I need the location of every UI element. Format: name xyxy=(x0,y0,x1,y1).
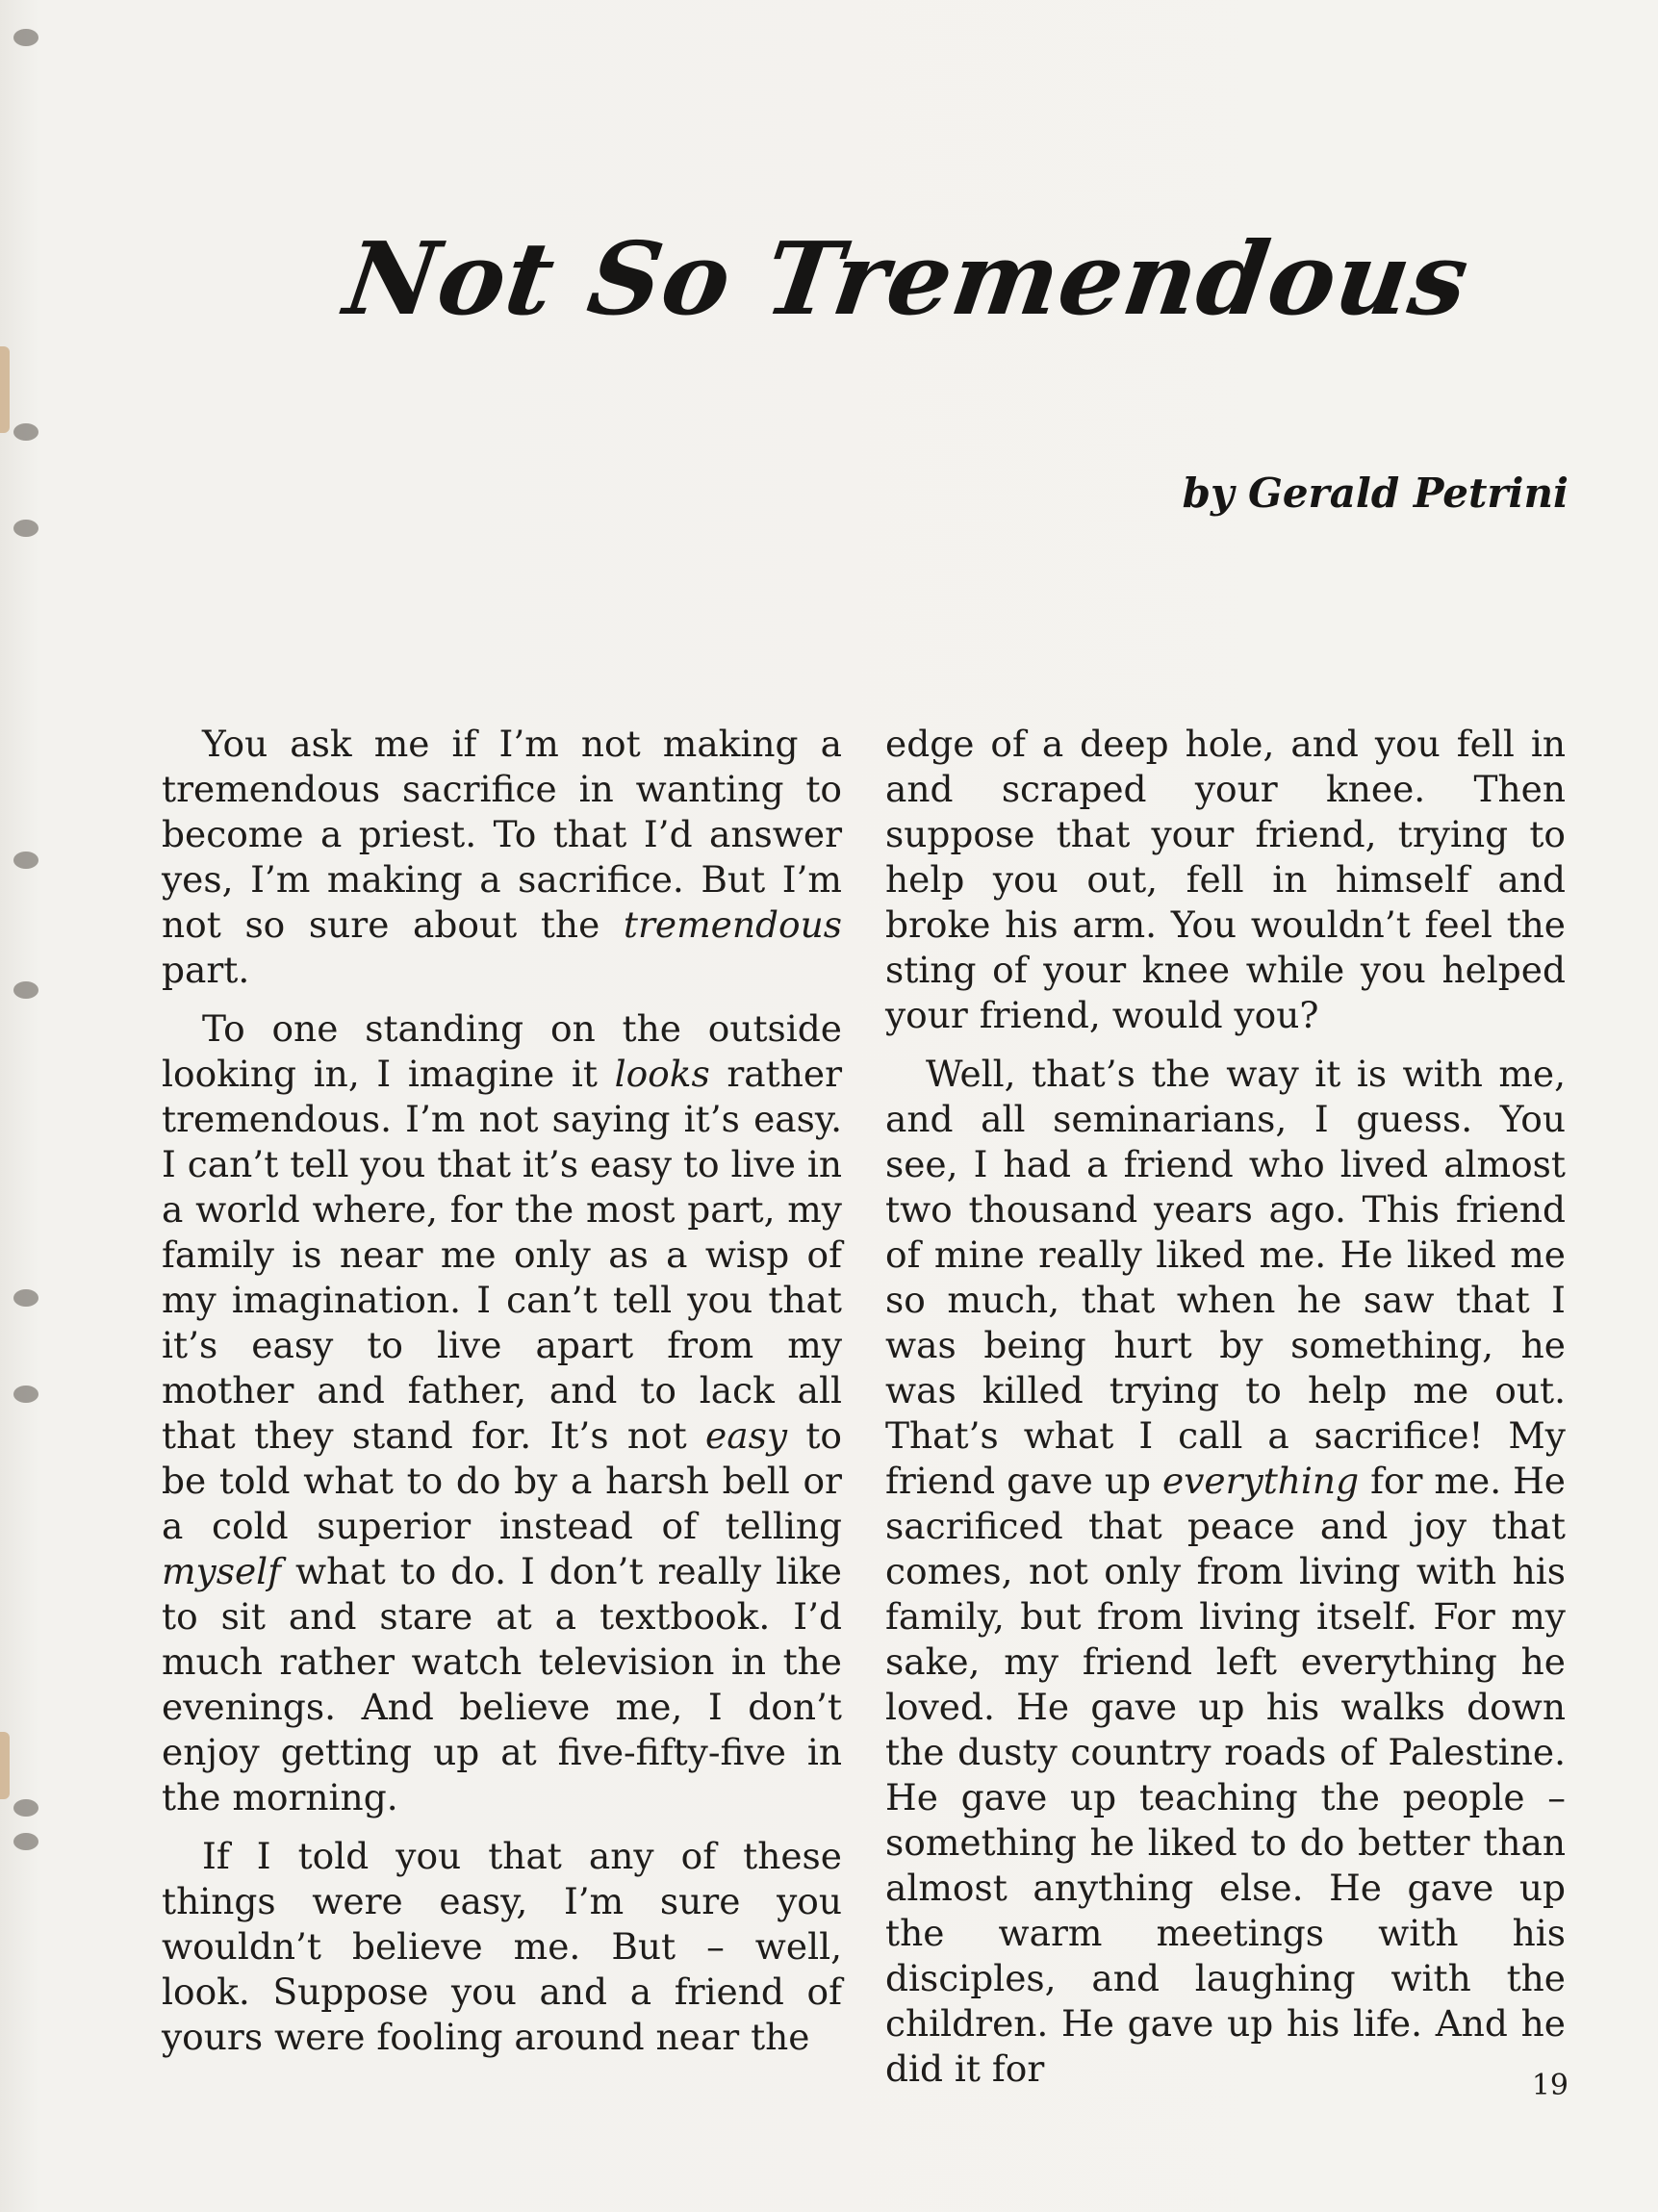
binding-hole xyxy=(13,520,38,537)
binding-hole xyxy=(13,1833,38,1850)
article-paragraph xyxy=(162,722,842,993)
text-run: If I told you that any of these things were easy, I’m sure you wouldn’t believe me. But – well, look. Suppose you and a friend of yours were fooling around near the xyxy=(162,1835,842,2058)
text-run: to be told what to do by a harsh bell or a cold superior instead of telling xyxy=(162,1414,842,1547)
emphasized-text: myself xyxy=(162,1550,282,1592)
emphasized-text: looks xyxy=(614,1053,710,1095)
article-paragraph xyxy=(162,1834,842,2060)
article-paragraph xyxy=(885,1052,1566,2092)
binding-hole xyxy=(13,852,38,869)
text-run: edge of a deep hole, and you fell in and scraped your knee. Then suppose that your friend, trying to help you out, fell in himself and broke his arm. You wouldn’t feel the sting of your knee while you helped your friend, would you? xyxy=(885,723,1566,1036)
binding-edge xyxy=(0,0,67,2212)
text-run: part. xyxy=(162,949,250,991)
edge-stain xyxy=(0,346,10,433)
article-paragraph xyxy=(162,1006,842,1820)
article-byline: by Gerald Petrini xyxy=(1182,470,1569,517)
article-paragraph xyxy=(885,722,1566,1038)
text-run: To one standing on the outside looking in, I imagine it xyxy=(162,1007,842,1095)
page-number: 19 xyxy=(1531,2069,1569,2102)
article-title: Not So Tremendous xyxy=(338,219,1476,338)
binding-hole xyxy=(13,981,38,999)
edge-stain xyxy=(0,1732,10,1799)
emphasized-text: tremendous xyxy=(623,903,842,946)
text-run: Well, that’s the way it is with me, and all seminarians, I guess. You see, I had a friend who lived almost two thousand years ago. This friend of mine really liked me. He liked me so much, that when he saw that I was being hurt by something, he was killed trying to help me out. That’s what I call a sacrifice! My friend gave up xyxy=(885,1053,1566,1502)
emphasized-text: easy xyxy=(705,1414,788,1457)
emphasized-text: everything xyxy=(1162,1460,1360,1502)
text-run: for me. He sacrificed that peace and joy that comes, not only from living with his family, but from living itself. For my sake, my friend left everything he loved. He gave up his walks down the dusty country roads of Palestine. He gave up teaching the people – something he liked to do better than almost anything else. He gave up the warm meetings with his disciples, and laughing with the children. He gave up his life. And he did it for xyxy=(885,1460,1566,2090)
right-column xyxy=(885,722,1566,2092)
binding-hole xyxy=(13,1289,38,1307)
text-run: what to do. I don’t really like to sit and stare at a textbook. I’d much rather watch television in the evenings. And believe me, I don’t enjoy getting up at five-fifty-five in the morning. xyxy=(162,1550,842,1818)
binding-hole xyxy=(13,29,38,46)
text-run: You ask me if I’m not making a tremendous sacrifice in wanting to become a priest. To that I’d answer yes, I’m making a sacrifice. But I’m not so sure about the xyxy=(162,723,842,946)
text-run: rather tremendous. I’m not saying it’s easy. I can’t tell you that it’s easy to live in a world where, for the most part, my family is near me only as a wisp of my imagination. I can’t tell you that it’s easy to live apart from my mother and father, and to lack all that they stand for. It’s not xyxy=(162,1053,842,1457)
left-column xyxy=(162,722,842,2060)
binding-hole xyxy=(13,1799,38,1817)
binding-hole xyxy=(13,423,38,441)
binding-hole xyxy=(13,1386,38,1403)
